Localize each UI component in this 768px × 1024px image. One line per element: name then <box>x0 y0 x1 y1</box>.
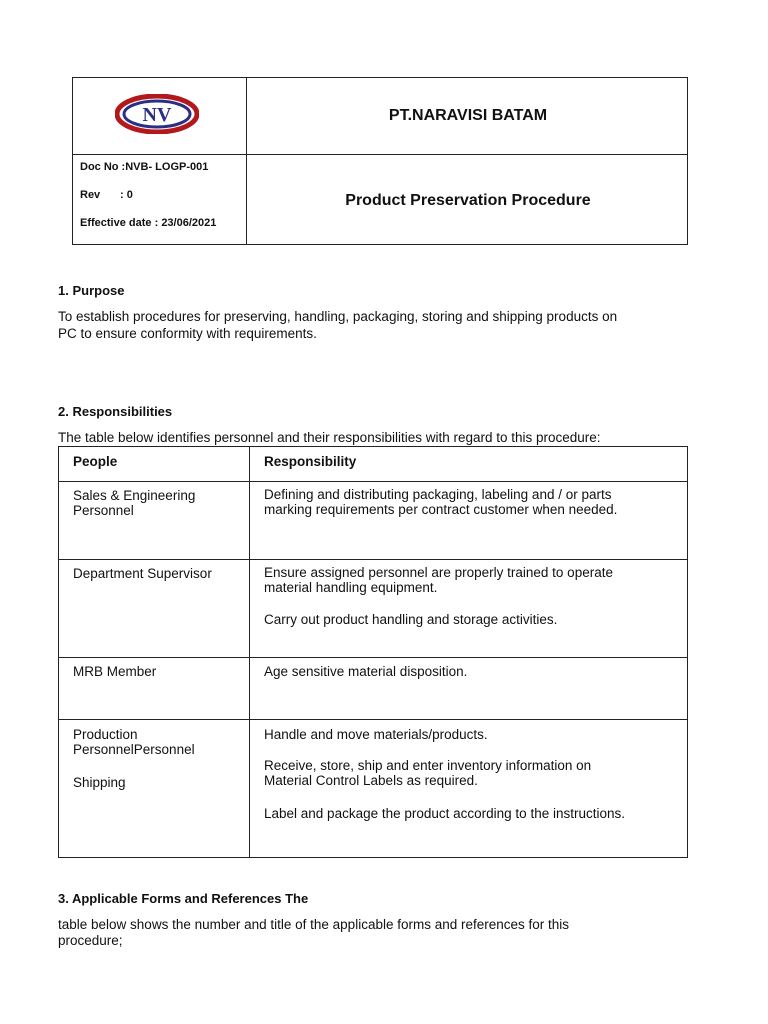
company-logo-icon <box>115 94 199 134</box>
table-column-divider <box>249 447 250 857</box>
table-row-responsibility <box>264 487 674 517</box>
people-line: Personnel <box>73 503 134 518</box>
forms-line-2: procedure; <box>58 933 123 948</box>
people-line: Shipping <box>73 775 126 790</box>
table-row-responsibility <box>264 565 674 627</box>
revision-label: Rev <box>80 189 101 201</box>
people-line: MRB Member <box>73 664 157 679</box>
forms-heading: 3. Applicable Forms and References The <box>58 891 309 906</box>
table-row-divider <box>59 719 687 720</box>
responsibility-line: Handle and move materials/products. <box>264 727 488 742</box>
table-row-people <box>73 664 243 679</box>
responsibility-line: Receive, store, ship and enter inventory information on <box>264 758 592 773</box>
effective-date-value: 23/06/2021 <box>161 217 217 229</box>
responsibilities-table <box>58 446 688 858</box>
doc-number-label: Doc No : <box>80 161 126 173</box>
doc-number-value: NVB- LOGP-001 <box>125 161 209 173</box>
people-line: Production <box>73 727 138 742</box>
responsibility-line: Ensure assigned personnel are properly trained to operate <box>264 565 613 580</box>
purpose-line-2: PC to ensure conformity with requirements. <box>58 326 317 341</box>
document-header <box>72 77 688 245</box>
revision-value: : 0 <box>120 189 133 201</box>
table-row-people <box>73 488 243 518</box>
table-row-divider <box>59 559 687 560</box>
responsibility-line: Carry out product handling and storage activities. <box>264 612 558 627</box>
responsibilities-heading: 2. Responsibilities <box>58 404 173 419</box>
responsibility-line: Defining and distributing packaging, labeling and / or parts <box>264 487 612 502</box>
doc-number <box>80 161 208 173</box>
effective-date <box>80 217 216 229</box>
people-line: Department Supervisor <box>73 566 212 581</box>
responsibility-line: marking requirements per contract customer when needed. <box>264 502 618 517</box>
purpose-heading: 1. Purpose <box>58 283 125 298</box>
responsibility-line: material handling equipment. <box>264 580 438 595</box>
logo-text: NV <box>142 104 172 126</box>
people-line: PersonnelPersonnel <box>73 742 195 757</box>
responsibility-line: Age sensitive material disposition. <box>264 664 468 679</box>
table-row-people <box>73 566 243 581</box>
table-row-people <box>73 727 243 790</box>
purpose-line-1: To establish procedures for preserving, handling, packaging, storing and shipping products on <box>58 309 618 324</box>
responsibilities-intro: The table below identifies personnel and their responsibilities with regard to this procedure: <box>58 430 601 445</box>
forms-line-1: table below shows the number and title of the applicable forms and references for this <box>58 917 570 932</box>
revision <box>80 189 133 201</box>
table-row-responsibility <box>264 664 674 679</box>
table-row-responsibility <box>264 727 674 821</box>
table-row-divider <box>59 657 687 658</box>
table-row-divider <box>59 481 687 482</box>
company-name: PT.NARAVISI BATAM <box>388 107 548 124</box>
people-line: Sales & Engineering <box>73 488 196 503</box>
responsibility-line: Label and package the product according to the instructions. <box>264 806 625 821</box>
responsibility-line: Material Control Labels as required. <box>264 773 478 788</box>
column-header-responsibility: Responsibility <box>264 454 357 469</box>
document-title: Product Preservation Procedure <box>345 191 591 209</box>
effective-date-label: Effective date : <box>80 217 162 229</box>
column-header-people: People <box>73 454 118 469</box>
